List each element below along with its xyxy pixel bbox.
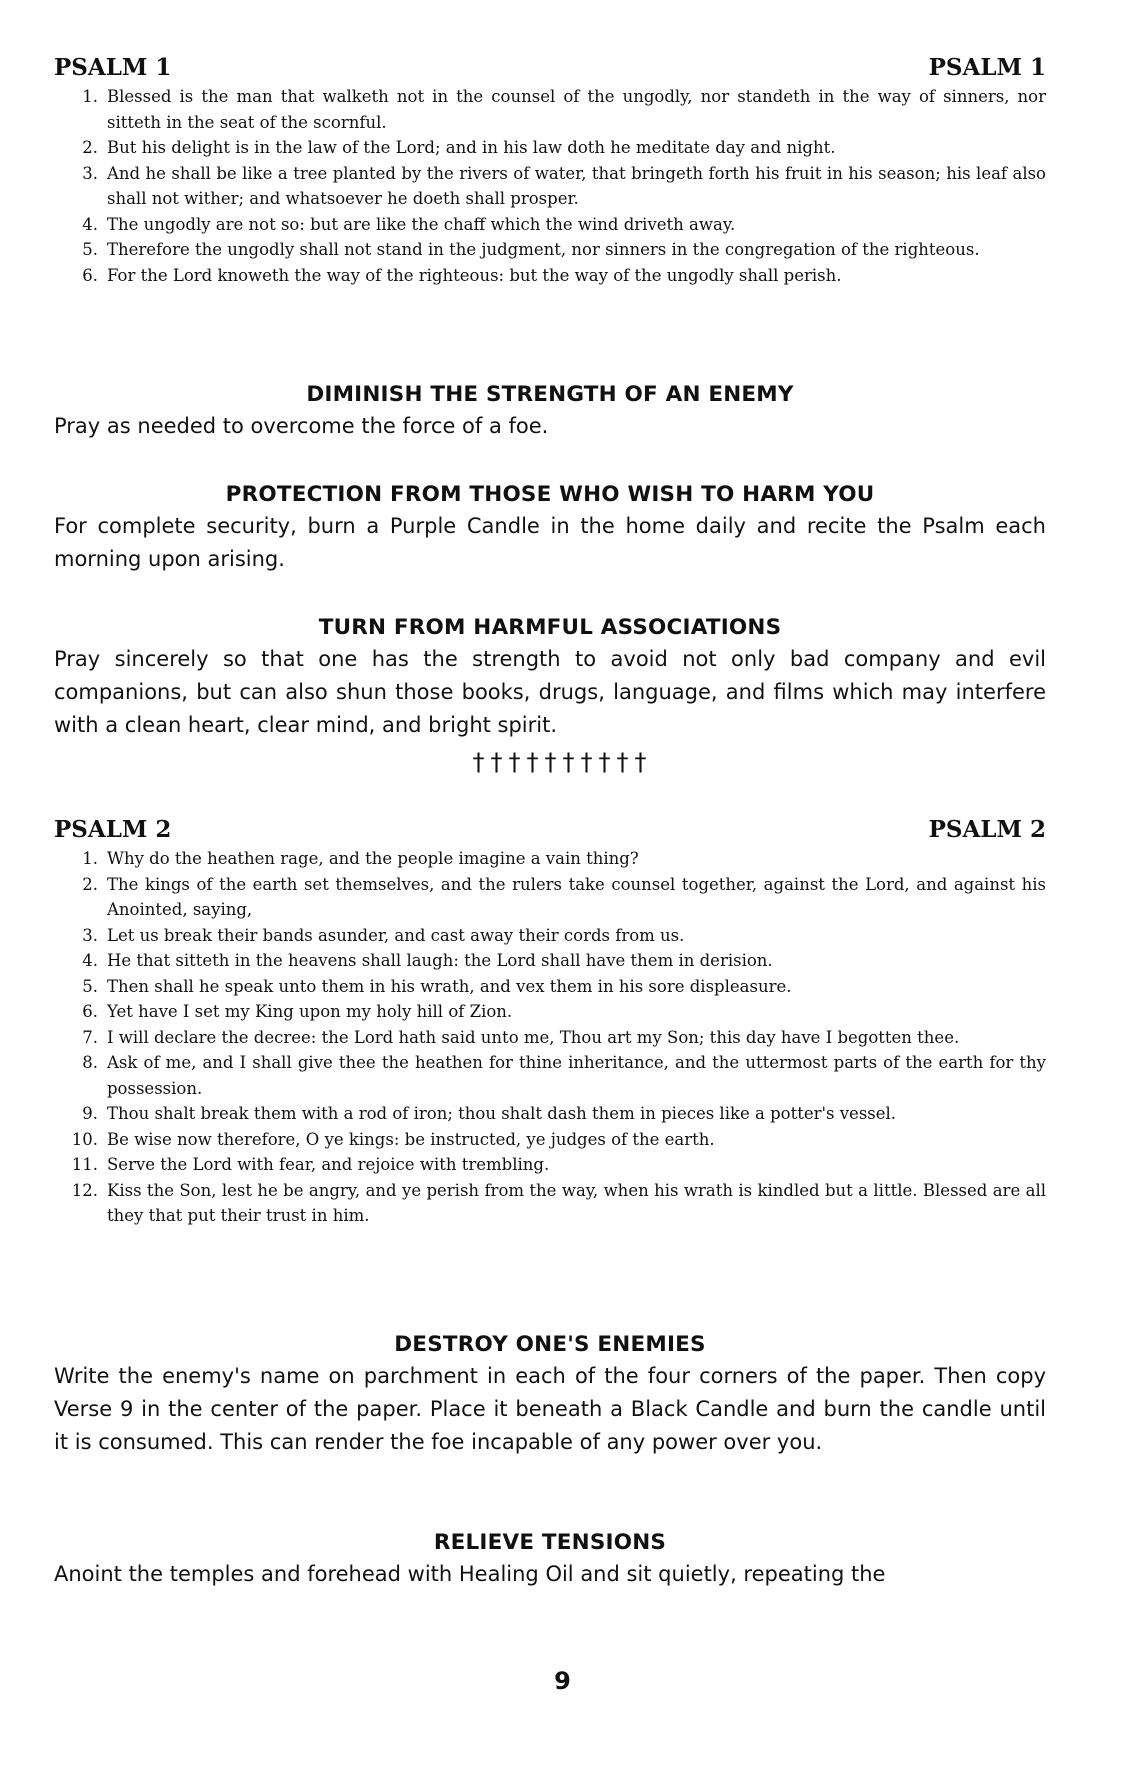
psalm-1-header (54, 52, 1046, 84)
section-protection (54, 480, 1046, 576)
verse-number: 9. (82, 1104, 98, 1123)
verse-number: 5. (82, 240, 98, 259)
verse (54, 263, 1046, 289)
verse-text: Kiss the Son, lest he be angry, and ye perish from the way, when his wrath is kindled but a little. Blessed are all they that put their trust in him. (107, 1180, 1046, 1225)
psalm-1-heading-right: PSALM 1 (928, 54, 1046, 81)
psalm-2 (54, 814, 1046, 1229)
verse-number: 2. (82, 138, 98, 157)
verse-number: 7. (82, 1027, 98, 1047)
section-relieve-tensions (54, 1528, 1046, 1591)
verse-text: The kings of the earth set themselves, and the rulers take counsel together, against the Lord, and against his Anointed, saying, (107, 874, 1046, 919)
page-number: 9 (554, 1667, 571, 1695)
verse-text: But his delight is in the law of the Lord; and in his law doth he meditate day and night. (107, 138, 836, 157)
verse (54, 999, 1046, 1025)
verse-number: 12. (71, 1180, 98, 1200)
section-text: Write the enemy's name on parchment in each of the four corners of the paper. Then copy Verse 9 in the center of the paper. Place it beneath a Black Candle and burn the candle until it is consumed. This can render the foe incapable of any power over you. (54, 1364, 1046, 1454)
verse (54, 846, 1046, 872)
verse-number: 2. (82, 874, 98, 894)
psalm-2-header (54, 814, 1046, 846)
section-text: For complete security, burn a Purple Candle in the home daily and recite the Psalm each morning upon arising. (54, 514, 1046, 571)
psalm-1 (54, 52, 1046, 288)
verse-number: 6. (82, 265, 98, 285)
verse-number: 1. (82, 849, 98, 868)
verse (54, 1178, 1046, 1229)
section-title: TURN FROM HARMFUL ASSOCIATIONS (318, 615, 782, 640)
section-title: PROTECTION FROM THOSE WHO WISH TO HARM YOU (225, 482, 875, 507)
verse-number: 3. (82, 925, 98, 945)
verse-text: Be wise now therefore, O ye kings: be instructed, ye judges of the earth. (107, 1129, 715, 1149)
verse (54, 84, 1046, 135)
verse (54, 161, 1046, 212)
psalm-2-heading-right: PSALM 2 (928, 816, 1046, 843)
verse-number: 5. (82, 976, 98, 996)
verse (54, 1050, 1046, 1101)
section-diminish-strength (54, 380, 1046, 443)
section-text: Pray as needed to overcome the force of a foe. (54, 414, 549, 438)
verse-text: Ask of me, and I shall give thee the heathen for thine inheritance, and the uttermost parts of the earth for thy possession. (107, 1053, 1046, 1098)
verse (54, 212, 1046, 238)
section-text: Pray sincerely so that one has the strength to avoid not only bad company and evil companions, but can also shun those books, drugs, language, and films which may interfere with a clean heart, clear mind, and bright spirit. (54, 647, 1046, 737)
verse-text: Blessed is the man that walketh not in the counsel of the ungodly, nor standeth in the way of sinners, nor sitteth in the seat of the scornful. (107, 87, 1046, 132)
section-destroy-enemies (54, 1330, 1046, 1459)
verse-text: And he shall be like a tree planted by the rivers of water, that bringeth forth his fruit in his season; his leaf also shall not wither; and whatsoever he doeth shall prosper. (107, 163, 1046, 208)
psalm-1-heading-left: PSALM 1 (54, 54, 172, 81)
section-text: Anoint the temples and forehead with Healing Oil and sit quietly, repeating the (54, 1562, 886, 1586)
verse-text: Yet have I set my King upon my holy hill of Zion. (107, 1002, 513, 1021)
verse (54, 135, 1046, 161)
section-title: RELIEVE TENSIONS (433, 1530, 667, 1555)
verse (54, 1152, 1046, 1178)
verse-text: Serve the Lord with fear, and rejoice with trembling. (107, 1155, 550, 1174)
verse-number: 3. (82, 163, 98, 183)
verse (54, 1101, 1046, 1127)
verse-text: For the Lord knoweth the way of the righteous: but the way of the ungodly shall perish. (107, 265, 842, 285)
verse-text: Let us break their bands asunder, and cast away their cords from us. (107, 925, 685, 945)
verse-number: 11. (71, 1155, 98, 1174)
cross-divider: †††††††††† (472, 748, 653, 776)
section-harmful-associations (54, 613, 1046, 742)
verse (54, 923, 1046, 949)
verse (54, 974, 1046, 1000)
verse (54, 237, 1046, 263)
verse-text: Therefore the ungodly shall not stand in the judgment, nor sinners in the congregation of the righteous. (107, 240, 980, 259)
verse-text: Then shall he speak unto them in his wrath, and vex them in his sore displeasure. (107, 976, 792, 996)
verse-number: 6. (82, 1002, 98, 1021)
verse-text: The ungodly are not so: but are like the chaff which the wind driveth away. (107, 214, 736, 234)
verse-text: I will declare the decree: the Lord hath said unto me, Thou art my Son; this day have I begotten thee. (107, 1027, 960, 1047)
verse-text: Why do the heathen rage, and the people imagine a vain thing? (107, 849, 639, 868)
verse-text: Thou shalt break them with a rod of iron; thou shalt dash them in pieces like a potter's vessel. (107, 1104, 897, 1123)
verse-number: 4. (82, 214, 98, 234)
section-title: DESTROY ONE'S ENEMIES (394, 1332, 706, 1357)
verse-number: 4. (82, 951, 98, 970)
verse-number: 8. (82, 1053, 98, 1072)
verse (54, 948, 1046, 974)
verse-number: 10. (71, 1129, 98, 1149)
verse-number: 1. (82, 87, 98, 106)
verse-text: He that sitteth in the heavens shall laugh: the Lord shall have them in derision. (107, 951, 773, 970)
section-title: DIMINISH THE STRENGTH OF AN ENEMY (306, 382, 794, 407)
psalm-2-verses (54, 846, 1046, 1229)
verse (54, 1127, 1046, 1153)
verse (54, 872, 1046, 923)
psalm-2-heading-left: PSALM 2 (54, 816, 172, 843)
verse (54, 1025, 1046, 1051)
psalm-1-verses (54, 84, 1046, 288)
